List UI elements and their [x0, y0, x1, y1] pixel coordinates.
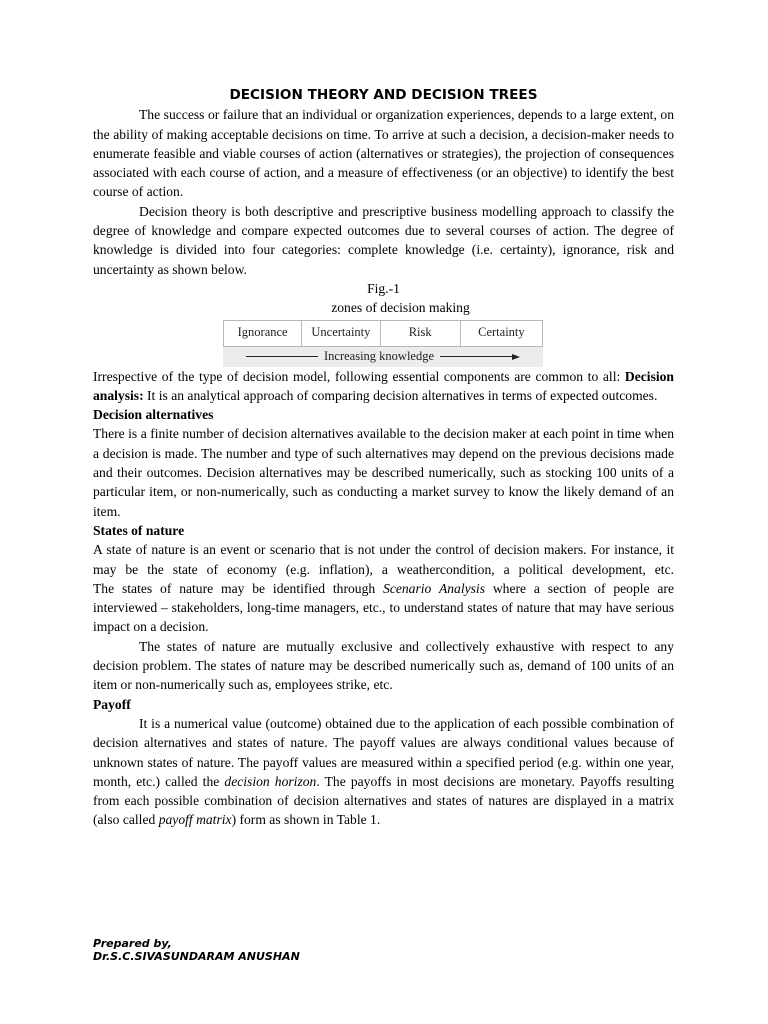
document-body — [93, 86, 674, 830]
states-of-nature-text-3: The states of nature are mutually exclusive and collectively exhaustive with respect to any decision problem. The states of nature may be described numerically such as, demand of 100 units of an item or non-numerically such as, employees strike, etc. — [93, 638, 674, 693]
decision-analysis-term: Decision analysis: — [93, 368, 674, 403]
zone-ignorance: Ignorance — [224, 321, 302, 346]
document-title: DECISION THEORY AND DECISION TREES — [229, 87, 538, 103]
intro-paragraph-1: The success or failure that an individual or organization experiences, depends to a large extent, on the ability of making acceptable decisions on time. To arrive at such a decision, a decision-maker needs to enumerate feasible and viable courses of action (alternatives or strategies), the projection of consequences associated with each course of action, and a measure of effectiveness (or an objective) to identify the best course of action. — [93, 107, 674, 200]
heading-states-of-nature: States of nature — [93, 522, 185, 538]
footer-prepared-by: Prepared by, — [93, 937, 172, 950]
components-rest: It is an analytical approach of comparing decision alternatives in terms of expected outcomes. — [143, 387, 658, 403]
decision-horizon-term: decision horizon — [224, 773, 317, 789]
payoff-matrix-term: payoff matrix — [158, 812, 232, 828]
zones-row — [223, 320, 543, 347]
decision-zones-figure — [223, 320, 543, 367]
states-of-nature-text-1: A state of nature is an event or scenario that is not under the control of decision makers. For instance, it may be the state of economy (e.g. inflation), a weathercondition, a political development, etc. — [93, 542, 674, 577]
intro-paragraph-2: Decision theory is both descriptive and prescriptive business modelling approach to classify the degree of knowledge and compare expected outcomes due to several courses of action. The degree of knowledge is divided into four categories: complete knowledge (i.e. certainty), ignorance, risk and uncertainty as shown below. — [93, 203, 674, 277]
payoff-text — [93, 714, 674, 830]
axis-line-right — [440, 356, 512, 357]
payoff-text-b: . The payoffs in most decisions are monetary. Payoffs resulting from each possible combination of decision alternatives and states of natures are displayed in a matrix (also called — [93, 773, 674, 828]
payoff-text-a: It is a numerical value (outcome) obtained due to the application of each possible combination of decision alternatives and states of nature. The payoff values are always conditional values because of unknown states of nature. The payoff values are measured within a specified period (e.g. within one year, month, etc.) called the — [93, 715, 674, 789]
zone-uncertainty: Uncertainty — [302, 321, 380, 346]
states-text-2a: The states of nature may be identified through — [93, 580, 384, 596]
components-lead: Irrespective of the type of decision model, following essential components are common to all: — [93, 368, 625, 384]
document-footer — [93, 937, 300, 963]
zone-risk: Risk — [381, 321, 461, 346]
components-paragraph — [93, 367, 674, 406]
zone-certainty: Certainty — [461, 321, 542, 346]
knowledge-axis — [223, 347, 543, 367]
heading-payoff: Payoff — [93, 696, 131, 712]
axis-label: Increasing knowledge — [323, 348, 435, 363]
scenario-analysis-term: Scenario Analysis — [383, 580, 486, 596]
arrow-right-icon — [512, 354, 520, 360]
axis-line-left — [246, 356, 318, 357]
payoff-text-c: ) form as shown in Table 1. — [231, 812, 381, 828]
states-of-nature-text-2 — [93, 579, 674, 637]
figure-label: Fig.-1 — [367, 280, 400, 296]
heading-decision-alternatives: Decision alternatives — [93, 407, 214, 423]
states-text-2b: where a section of people are interviewed – stakeholders, long-time managers, etc., to understand states of nature that may have serious impact on a decision. — [93, 580, 674, 635]
figure-caption: zones of decision making — [331, 300, 470, 316]
decision-alternatives-text: There is a finite number of decision alternatives available to the decision maker at each point in time when a decision is made. The number and type of such alternatives may depend on the previous decisions made and their outcomes. Decision alternatives may be described numerically, such as stocking 100 units of a particular item, or non-numerically, such as conducting a market survey to know the likely demand of an item. — [93, 426, 674, 519]
footer-author: Dr.S.C.SIVASUNDARAM ANUSHAN — [93, 950, 300, 963]
